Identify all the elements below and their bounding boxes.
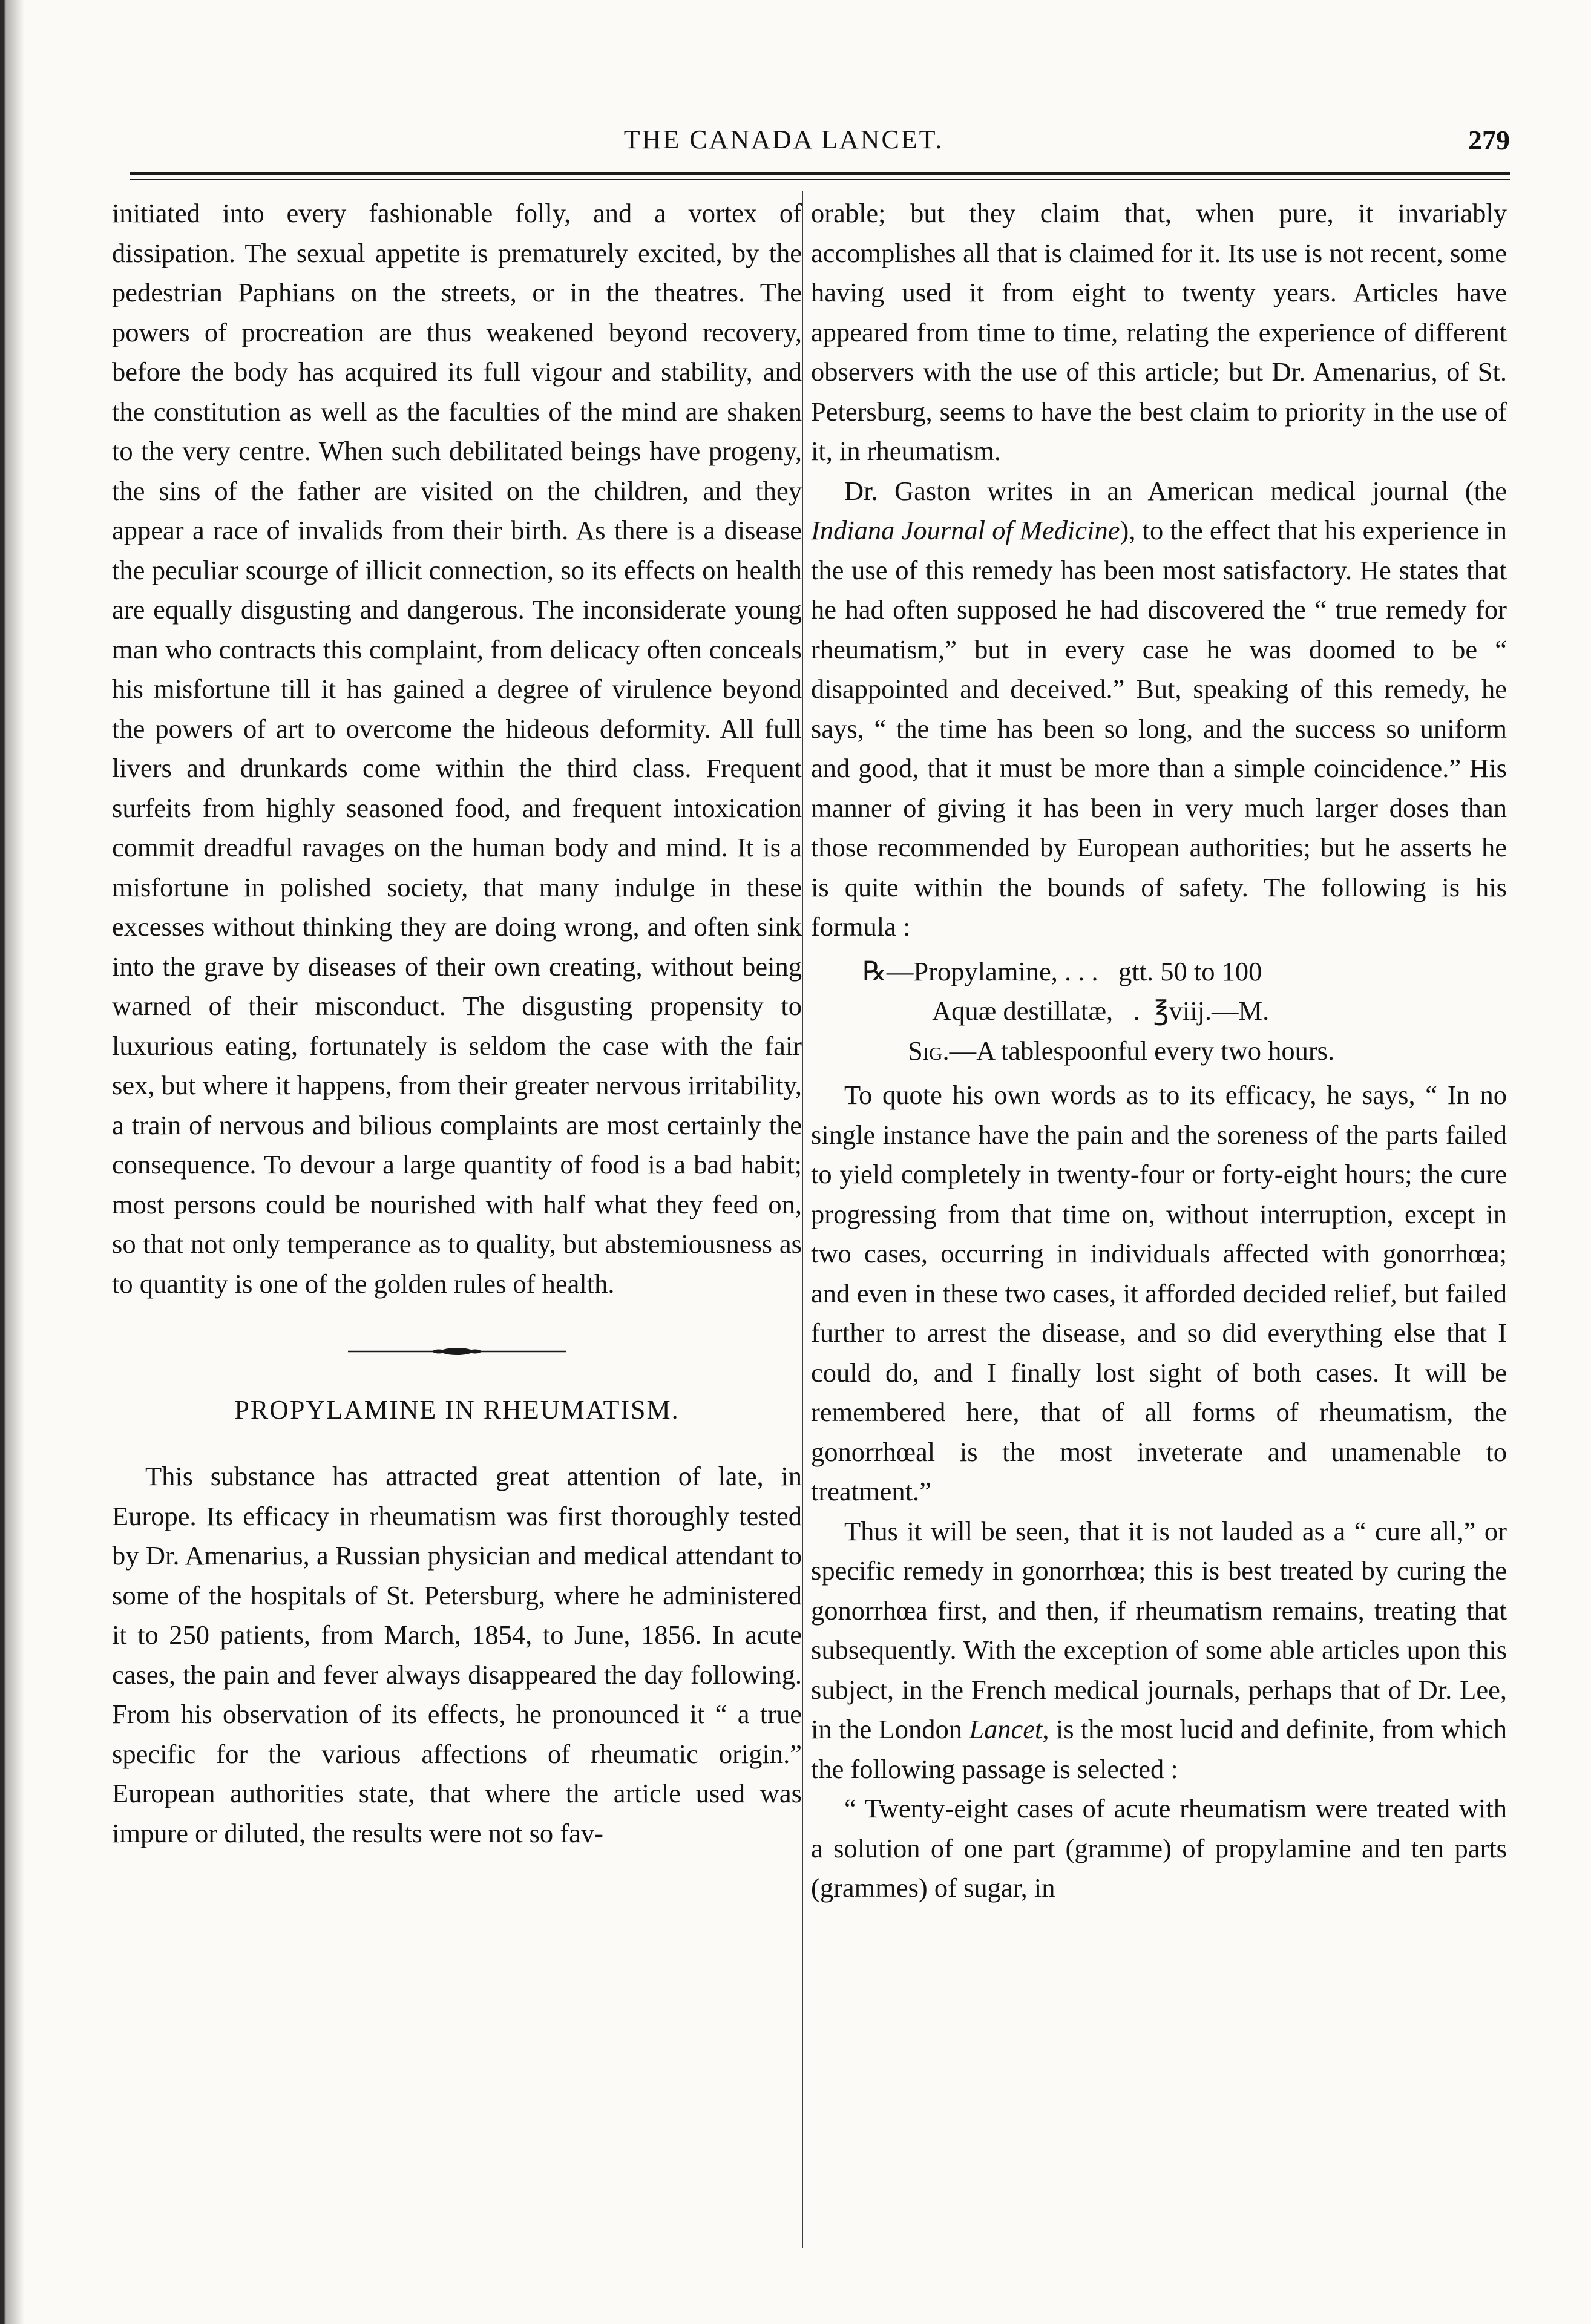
journal-name-lancet: Lancet [969, 1714, 1043, 1744]
journal-name-indiana: Indiana Journal of Medicine [811, 515, 1120, 545]
formula-sig-text: —A tablespoonful every two hours. [949, 1035, 1335, 1066]
header-rule-thick [130, 172, 1510, 175]
right-paragraph-3: To quote his own words as to its efficacy, he says, “ In no single instance have the pain and the soreness of the parts failed to yield completely in twenty-four or forty-eight hours; the cure progressing from that time on, without interruption, except in two cases, occurring in individuals affected with gonorrhœa; and even in these two cases, it afforded decided relief, but failed further to arrest the disease, and so did everything else that I could do, and I finally lost sight of both cases. It will be remembered here, that of all forms of rheumatism, the gonorrhœal is the most inveterate and unamenable to treatment.” [811, 1080, 1507, 1506]
left-paragraph-2: This substance has attracted great attention of late, in Europe. Its efficacy in rheumatism was first thoroughly tested by Dr. Amenarius, a Russian physician and medical attendant to some of the hospitals of St. Petersburg, where he administered it to 250 patients, from March, 1854, to June, 1856. In acute cases, the pain and fever always disappeared the day following. From his observation of its effects, he pronounced it “ a true specific for the various affections of rheumatic origin.” European authorities state, that where the article used was impure or diluted, the results were not so fav- [112, 1461, 802, 1848]
left-paragraph-1: initiated into every fashionable folly, and a vortex of dissipation. The sexual appetite is prematurely excited, by the pedestrian Paphians on the streets, or in the theatres. The powers of procreation are thus weakened beyond recovery, before the body has acquired its full vigour and stability, and the constitution as well as the faculties of the mind are shaken to the very centre. When such debilitated beings have progeny, the sins of the father are visited on the children, and they appear a race of invalids from their birth. As there is a disease the peculiar scourge of illicit connection, so its effects on health are equally disgusting and dangerous. The inconsiderate young man who contracts this complaint, from delicacy often conceals his misfortune till it has gained a degree of virulence beyond the powers of art to overcome the hideous deformity. All full livers and drunkards come within the third class. Frequent surfeits from highly seasoned food, and frequent intoxication commit dreadful ravages on the human body and mind. It is a misfortune in polished society, that many indulge in these excesses without thinking they are doing wrong, and often sink into the grave by diseases of their own creating, without being warned of their misconduct. The disgusting propensity to luxurious eating, fortunately is seldom the case with the fair sex, but where it happens, from their greater nervous irritability, a train of nervous and bilious complaints are most certainly the consequence. To devour a large quantity of food is a bad habit; most persons could be nourished with half what they feed on, so that not only temperance as to quality, but abstemiousness as to quantity is one of the golden rules of health. [112, 198, 802, 1299]
section-ornament [348, 1346, 566, 1357]
paragraph-4-text-b: , is the most lucid and definite, from which the following passage is selected : [811, 1714, 1507, 1784]
section-title: PROPYLAMINE IN RHEUMATISM. [234, 1395, 680, 1425]
paragraph-2-text-b: ), to the effect that his experience in the use of this remedy has been most satisfactory. He states that he had often supposed he had discovered the “ true remedy for rheumatism,” but in every case he was doomed to be “ disappointed and deceived.” But, speaking of this remedy, he says, “ the time has been so long, and the success so uniform and good, that it must be more than a simple coincidence.” His manner of giving it has been in very much larger doses than those recommended by European authorities; but he asserts he is quite within the bounds of safety. The following is his formula : [811, 515, 1507, 942]
right-paragraph-5: “ Twenty-eight cases of acute rheumatism were treated with a solution of one part (gramme) of propylamine and ten parts (grammes) of sugar, in [811, 1793, 1507, 1903]
journal-title: THE CANADA LANCET. [623, 125, 944, 154]
page-number: 279 [1468, 125, 1510, 156]
paragraph-4-text-a: Thus it will be seen, that it is not lauded as a “ cure all,” or specific remedy in gonorrhœa; this is best treated by curing the gonorrhœa first, and then, if rheumatism remains, treating that subsequently. With the exception of some able articles upon this subject, in the French medical journals, perhaps that of Dr. Lee, in the London [811, 1515, 1507, 1744]
scan-edge-shadow [0, 0, 24, 2324]
right-paragraph-1: orable; but they claim that, when pure, it invariably accomplishes all that is claimed for it. Its use is not recent, some having used it from eight to twenty years. Articles have appeared from time to time, relating the experience of different observers with the use of this article; but Dr. Amenarius, of St. Petersburg, seems to have the best claim to priority in the use of it, in rheumatism. [811, 198, 1507, 466]
header-rule-thin [130, 179, 1510, 180]
formula-line-1: ℞—Propylamine, . . . gtt. 50 to 100 [862, 956, 1262, 986]
right-paragraph-2 [811, 471, 1507, 947]
formula-line-2: Aquæ destillatæ, . ℥viij.—M. [932, 996, 1270, 1026]
running-header [57, 124, 1510, 166]
column-divider [802, 191, 803, 2248]
formula-sig [862, 1031, 1507, 1071]
right-column [811, 194, 1507, 1908]
formula-block [811, 952, 1507, 1071]
right-paragraph-4 [811, 1512, 1507, 1790]
paragraph-2-text-a: Dr. Gaston writes in an American medical journal (the [844, 475, 1507, 506]
formula-sig-label: Sig. [908, 1035, 950, 1066]
left-column [112, 194, 802, 1853]
